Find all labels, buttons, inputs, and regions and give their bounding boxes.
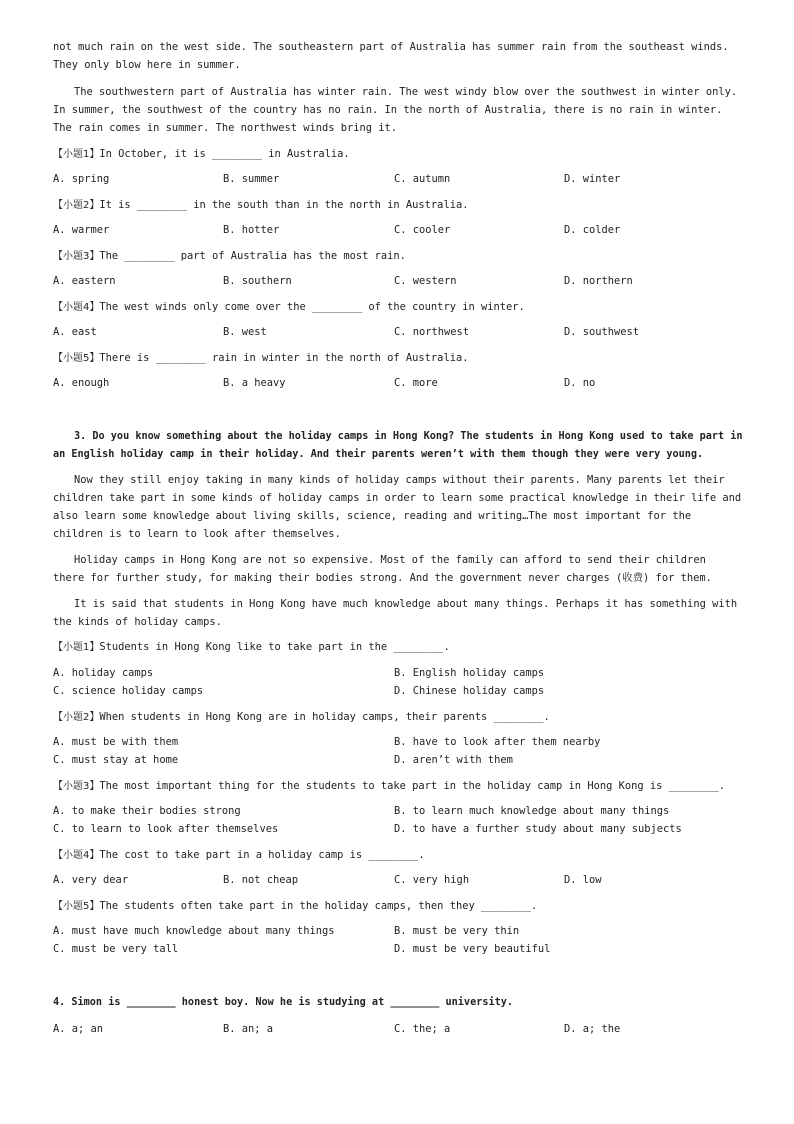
question-stem: The most important thing for the students to take part in the holiday camp in Hong Kong is ________. — [99, 780, 725, 792]
option-d: D. colder — [564, 224, 621, 236]
options-row — [53, 323, 743, 341]
passage-paragraph: It is said that students in Hong Kong have much knowledge about many things. Perhaps it has something with the kinds of holiday camps. — [53, 598, 738, 628]
question-stem: The west winds only come over the ________ of the country in winter. — [99, 301, 525, 313]
option-c: C. more — [394, 377, 438, 389]
question-tag: 【小题5】 — [53, 353, 100, 364]
question-tag: 【小题2】 — [53, 200, 100, 211]
question-4 — [53, 298, 743, 317]
option-a: A. spring — [53, 173, 110, 185]
option-d: D. to have a further study about many subjects — [394, 823, 682, 835]
option-c: C. to learn to look after themselves — [53, 823, 279, 835]
question-1 — [53, 638, 743, 657]
options-row — [53, 170, 743, 188]
option-a: A. enough — [53, 377, 110, 389]
option-c: C. northwest — [394, 326, 470, 338]
options-row — [53, 922, 743, 940]
question-5 — [53, 349, 743, 368]
option-b: B. English holiday camps — [394, 667, 545, 679]
option-c: C. must stay at home — [53, 754, 179, 766]
question-2 — [53, 196, 743, 215]
options-row — [53, 733, 743, 751]
question-tag: 【小题4】 — [53, 850, 100, 861]
question-1 — [53, 145, 743, 164]
question-stem: In October, it is ________ in Australia. — [99, 148, 350, 160]
question-tag: 【小题5】 — [53, 901, 100, 912]
option-a: A. very dear — [53, 874, 129, 886]
question-3 — [53, 777, 743, 796]
option-c: C. autumn — [394, 173, 451, 185]
question-stem: The cost to take part in a holiday camp is ________. — [99, 849, 425, 861]
options-row — [53, 374, 743, 392]
option-b: B. not cheap — [223, 874, 299, 886]
question-4 — [53, 846, 743, 865]
options-row — [53, 820, 743, 838]
option-b: B. southern — [223, 275, 292, 287]
option-a: A. eastern — [53, 275, 116, 287]
option-d: D. southwest — [564, 326, 640, 338]
options-row — [53, 221, 743, 239]
option-c: C. very high — [394, 874, 470, 886]
option-a: A. warmer — [53, 224, 110, 236]
option-a: A. holiday camps — [53, 667, 154, 679]
options-row — [53, 802, 743, 820]
option-c: C. cooler — [394, 224, 451, 236]
section-3-heading: 3. Do you know something about the holiday camps in Hong Kong? The students in Hong Kong used to take part in an English holiday camp in their holiday. And their parents weren’t with them though they were very young. — [53, 431, 743, 460]
question-tag: 【小题2】 — [53, 712, 100, 723]
passage-paragraph: Now they still enjoy taking in many kinds of holiday camps without their parents. Many parents let their children take part in some kinds of holiday camps in order to learn some practical knowledge in their life and also learn some knowledge about living skills, science, reading and writing…The most important for the children is to learn to look after themselves. — [53, 474, 742, 540]
option-b: B. have to look after them nearby — [394, 736, 601, 748]
options-row — [53, 682, 743, 700]
option-d: D. low — [564, 874, 602, 886]
question-stem: When students in Hong Kong are in holiday camps, their parents ________. — [99, 711, 550, 723]
passage-paragraph: Holiday camps in Hong Kong are not so expensive. Most of the family can afford to send their children there for further study, for making their bodies strong. And the government never charges (收费) for them. — [53, 554, 712, 584]
option-a: A. must be with them — [53, 736, 179, 748]
question-tag: 【小题3】 — [53, 251, 100, 262]
question-tag: 【小题3】 — [53, 781, 100, 792]
option-d: D. a; the — [564, 1023, 621, 1035]
question-tag: 【小题1】 — [53, 642, 100, 653]
options-row — [53, 940, 743, 958]
question-tag: 【小题4】 — [53, 302, 100, 313]
option-b: B. to learn much knowledge about many things — [394, 805, 670, 817]
option-d: D. must be very beautiful — [394, 943, 551, 955]
options-row — [53, 272, 743, 290]
option-b: B. a heavy — [223, 377, 286, 389]
option-d: D. northern — [564, 275, 633, 287]
option-a: A. a; an — [53, 1023, 104, 1035]
option-c: C. the; a — [394, 1023, 451, 1035]
option-b: B. an; a — [223, 1023, 274, 1035]
passage-paragraph: The southwestern part of Australia has winter rain. The west windy blow over the southwest in winter only. In summer, the southwest of the country has no rain. In the north of Australia, there is no rain in winter. The rain comes in summer. The northwest winds bring it. — [53, 86, 738, 134]
passage-paragraph: not much rain on the west side. The southeastern part of Australia has summer rain from the southeast winds. They only blow here in summer. — [53, 41, 729, 71]
option-d: D. aren’t with them — [394, 754, 513, 766]
option-d: D. no — [564, 377, 596, 389]
options-row — [53, 1020, 743, 1038]
option-c: C. science holiday camps — [53, 685, 204, 697]
option-b: B. must be very thin — [394, 925, 520, 937]
option-b: B. west — [223, 326, 267, 338]
question-tag: 【小题1】 — [53, 149, 100, 160]
options-row — [53, 751, 743, 769]
options-row — [53, 871, 743, 889]
option-b: B. summer — [223, 173, 280, 185]
question-stem: There is ________ rain in winter in the north of Australia. — [99, 352, 469, 364]
question-stem: The students often take part in the holiday camps, then they ________. — [99, 900, 538, 912]
option-d: D. winter — [564, 173, 621, 185]
question-stem: The ________ part of Australia has the most rain. — [99, 250, 406, 262]
option-a: A. to make their bodies strong — [53, 805, 241, 817]
question-stem: It is ________ in the south than in the north in Australia. — [99, 199, 469, 211]
option-b: B. hotter — [223, 224, 280, 236]
question-3 — [53, 247, 743, 266]
question-5 — [53, 897, 743, 916]
question-2 — [53, 708, 743, 727]
option-c: C. must be very tall — [53, 943, 179, 955]
option-c: C. western — [394, 275, 457, 287]
section-4-heading: 4. Simon is ________ honest boy. Now he is studying at ________ university. — [53, 997, 514, 1008]
option-a: A. east — [53, 326, 97, 338]
options-row — [53, 664, 743, 682]
question-stem: Students in Hong Kong like to take part in the ________. — [99, 641, 450, 653]
option-a: A. must have much knowledge about many things — [53, 925, 335, 937]
option-d: D. Chinese holiday camps — [394, 685, 545, 697]
